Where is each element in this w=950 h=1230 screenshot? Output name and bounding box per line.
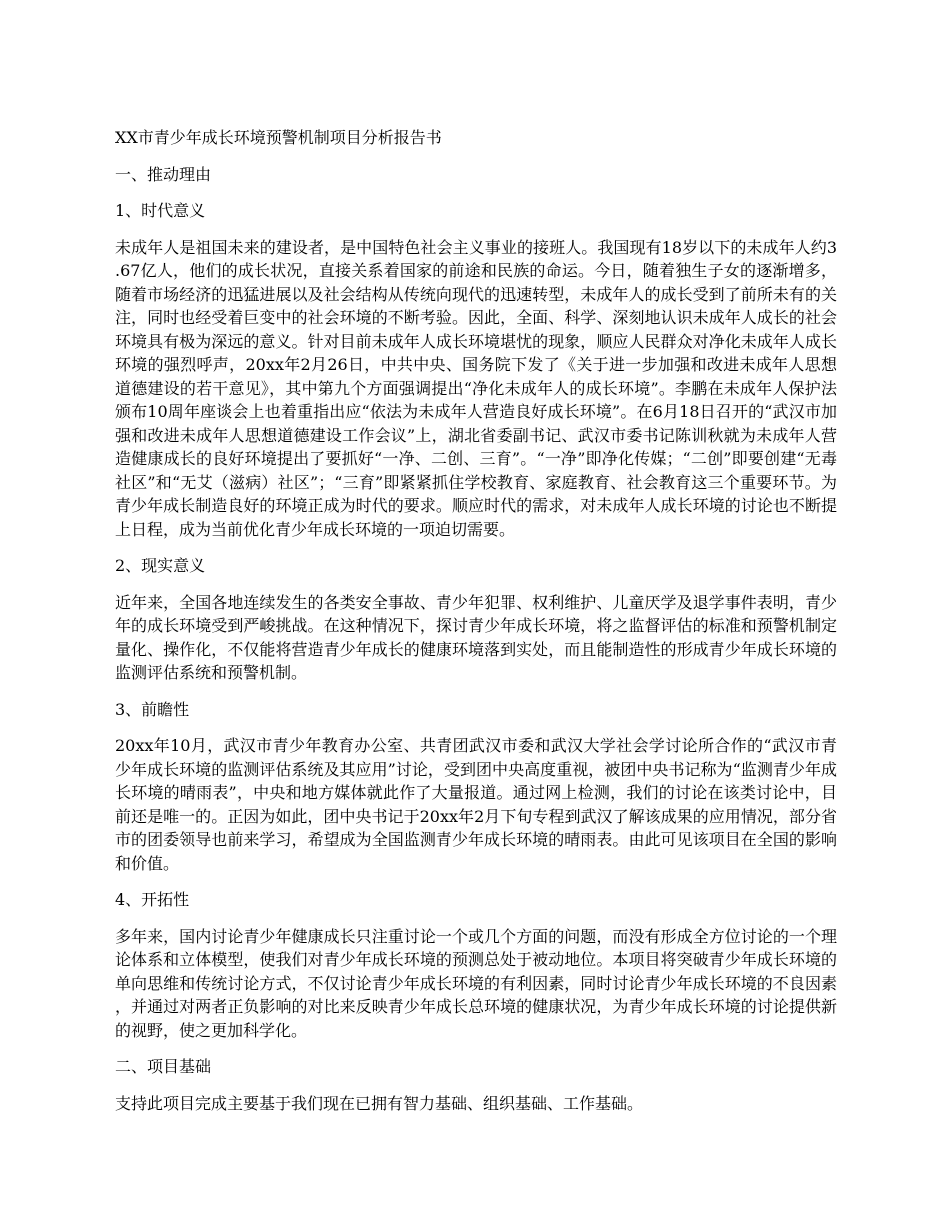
paragraph-pioneering: 多年来，国内讨论青少年健康成长只注重讨论一个或几个方面的问题，而没有形成全方位讨论的一个理论体系和立体模型，使我们对青少年成长环境的预测总处于被动地位。本项目将突破青少年成长环境的单向思维和传统讨论方式，不仅讨论青少年成长环境的有利因素，同时讨论青少年成长环境的不良因素，并通过对两者正负影响的对比来反映青少年成长总环境的健康状况，为青少年成长环境的讨论提供新的视野，使之更加科学化。: [115, 926, 837, 1040]
subsection-heading-practical-significance: 2、现实意义: [115, 556, 206, 575]
subsection-heading-forward-looking: 3、前瞻性: [115, 699, 190, 719]
subsection-heading-era-significance: 1、时代意义: [115, 201, 206, 220]
document-title: XX市青少年成长环境预警机制项目分析报告书: [115, 128, 442, 147]
document-page: [115, 126, 837, 1128]
paragraph-project-basis: 支持此项目完成主要基于我们现在已拥有智力基础、组织基础、工作基础。: [115, 1093, 644, 1113]
section-heading-project-basis: 二、项目基础: [115, 1057, 212, 1076]
paragraph-forward-looking: 20xx年10月，武汉市青少年教育办公室、共青团武汉市委和武汉大学社会学讨论所合作的“武汉市青少年成长环境的监测评估系统及其应用”讨论，受到团中央高度重视，被团中央书记称为“监测青少年成长环境的晴雨表”，中央和地方媒体就此作了大量报道。通过网上检测，我们的讨论在该类讨论中，目前还是唯一的。正因为如此，团中央书记于20xx年2月下旬专程到武汉了解该成果的应用情况，部分省市的团委领导也前来学习，希望成为全国监测青少年成长环境的晴雨表。由此可见该项目在全国的影响和价值。: [115, 736, 837, 873]
paragraph-practical-significance: 近年来，全国各地连续发生的各类安全事故、青少年犯罪、权利维护、儿童厌学及退学事件表明，青少年的成长环境受到严峻挑战。在这种情况下，探讨青少年成长环境，将之监督评估的标准和预警机制定量化、操作化，不仅能将营造青少年成长的健康环境落到实处，而且能制造性的形成青少年成长环境的监测评估系统和预警机制。: [115, 592, 837, 682]
section-heading-reasons: 一、推动理由: [115, 164, 212, 184]
subsection-heading-pioneering: 4、开拓性: [115, 890, 190, 909]
paragraph-era-significance: 未成年人是祖国未来的建设者，是中国特色社会主义事业的接班人。我国现有18岁以下的未成年人约3.67亿人，他们的成长状况，直接关系着国家的前途和民族的命运。今日，随着独生子女的逐渐增多，随着市场经济的迅猛进展以及社会结构从传统向现代的迅速转型，未成年人的成长受到了前所未有的关注，同时也经受着巨变中的社会环境的不断考验。因此，全面、科学、深刻地认识未成年人成长的社会环境具有极为深远的意义。针对目前未成年人成长环境堪忧的现象，顺应人民群众对净化未成年人成长环境的强烈呼声，20xx年2月26日，中共中央、国务院下发了《关于进一步加强和改进未成年人思想道德建设的若干意见》，其中第九个方面强调提出“净化未成年人的成长环境”。李鹏在未成年人保护法颁布10周年座谈会上也着重指出应“依法为未成年人营造良好成长环境”。在6月18日召开的“武汉市加强和改进未成年人思想道德建设工作会议”上，湖北省委副书记、武汉市委书记陈训秋就为未成年人营造健康成长的良好环境提出了要抓好“一净、二创、三育”。“一净”即净化传媒；“二创”即要创建“无毒社区”和“无艾（滋病）社区”；“三育”即紧紧抓住学校教育、家庭教育、社会教育这三个重要环节。为青少年成长制造良好的环境正成为时代的要求。顺应时代的需求，对未成年人成长环境的讨论也不断提上日程，成为当前优化青少年成长环境的一项迫切需要。: [115, 237, 837, 539]
